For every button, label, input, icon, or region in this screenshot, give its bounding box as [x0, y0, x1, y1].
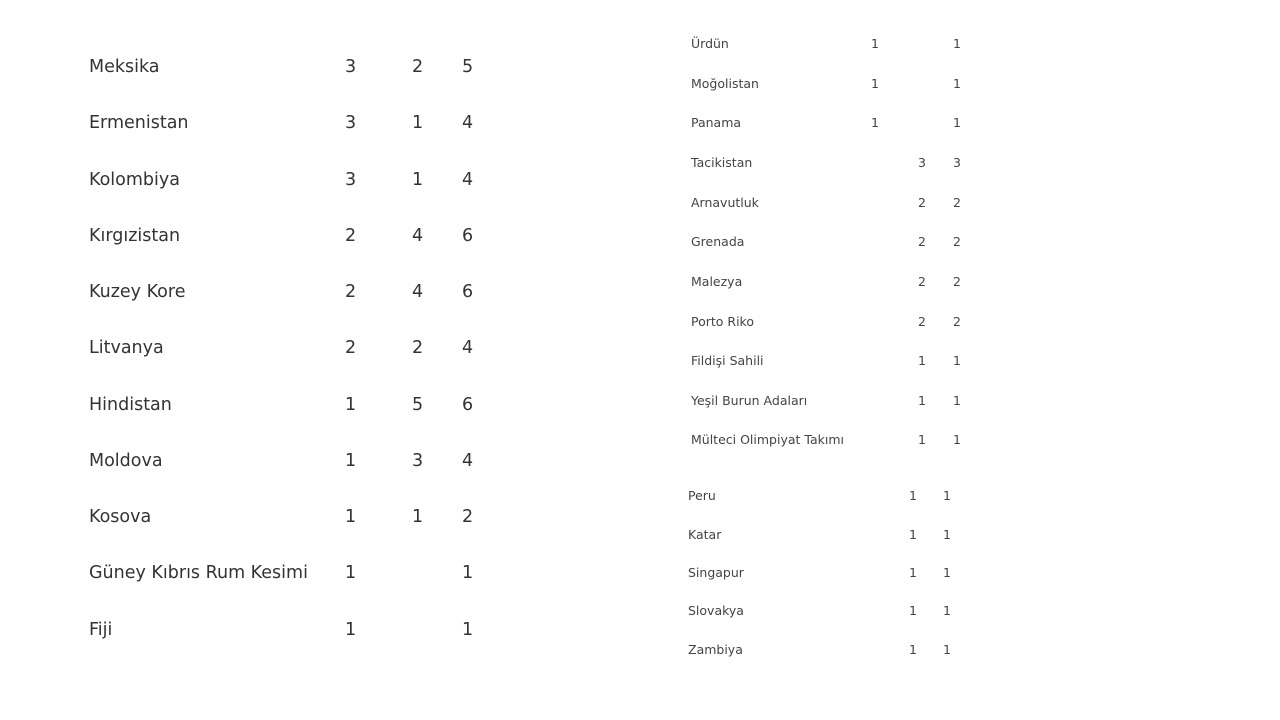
country-name: Moğolistan [691, 76, 759, 91]
country-name: Fildişi Sahili [691, 353, 764, 368]
total-count: 6 [462, 226, 474, 246]
silver-count: 1 [918, 353, 926, 368]
total-count: 1 [462, 563, 474, 583]
gold-count: 2 [345, 282, 357, 302]
silver-count: 1 [412, 507, 424, 527]
bronze-count: 1 [909, 642, 917, 657]
total-count: 2 [953, 234, 961, 249]
total-count: 1 [943, 565, 951, 580]
country-name: Meksika [89, 57, 160, 77]
silver-count: 2 [918, 195, 926, 210]
total-count: 4 [462, 113, 474, 133]
gold-count: 3 [345, 57, 357, 77]
country-name: Panama [691, 115, 742, 130]
country-name: Yeşil Burun Adaları [691, 393, 808, 408]
total-count: 2 [953, 314, 961, 329]
country-name: Hindistan [89, 395, 172, 415]
country-name: Kırgızistan [89, 226, 181, 246]
silver-count: 4 [412, 282, 424, 302]
gold-count: 1 [871, 115, 879, 130]
country-name: Grenada [691, 234, 745, 249]
silver-count: 2 [918, 234, 926, 249]
country-name: Kolombiya [89, 170, 180, 190]
silver-count: 2 [918, 314, 926, 329]
bronze-count: 1 [909, 603, 917, 618]
total-count: 3 [953, 155, 961, 170]
country-name: Fiji [89, 620, 113, 640]
gold-count: 1 [345, 395, 357, 415]
country-name: Ürdün [691, 36, 729, 51]
silver-count: 1 [412, 170, 424, 190]
country-name: Singapur [688, 565, 744, 580]
total-count: 4 [462, 338, 474, 358]
country-name: Ermenistan [89, 113, 189, 133]
silver-count: 4 [412, 226, 424, 246]
total-count: 5 [462, 57, 474, 77]
total-count: 1 [953, 393, 961, 408]
total-count: 6 [462, 395, 474, 415]
country-name: Güney Kıbrıs Rum Kesimi [89, 563, 308, 583]
gold-count: 1 [871, 36, 879, 51]
gold-count: 2 [345, 338, 357, 358]
total-count: 4 [462, 451, 474, 471]
total-count: 1 [462, 620, 474, 640]
silver-count: 1 [918, 393, 926, 408]
total-count: 4 [462, 170, 474, 190]
total-count: 1 [953, 36, 961, 51]
country-name: Moldova [89, 451, 163, 471]
silver-count: 2 [412, 338, 424, 358]
silver-count: 1 [412, 113, 424, 133]
gold-count: 1 [345, 563, 357, 583]
country-name: Arnavutluk [691, 195, 759, 210]
country-name: Kosova [89, 507, 152, 527]
gold-count: 1 [345, 620, 357, 640]
total-count: 2 [953, 195, 961, 210]
total-count: 2 [462, 507, 474, 527]
total-count: 1 [953, 353, 961, 368]
bronze-count: 1 [909, 488, 917, 503]
gold-count: 2 [345, 226, 357, 246]
silver-count: 2 [918, 274, 926, 289]
country-name: Katar [688, 527, 722, 542]
gold-count: 1 [345, 451, 357, 471]
gold-count: 1 [345, 507, 357, 527]
country-name: Kuzey Kore [89, 282, 186, 302]
total-count: 2 [953, 274, 961, 289]
total-count: 1 [953, 76, 961, 91]
silver-count: 1 [918, 432, 926, 447]
total-count: 1 [943, 488, 951, 503]
country-name: Tacikistan [691, 155, 753, 170]
bronze-count: 1 [909, 565, 917, 580]
total-count: 1 [943, 603, 951, 618]
country-name: Mülteci Olimpiyat Takımı [691, 432, 844, 447]
total-count: 1 [953, 115, 961, 130]
country-name: Litvanya [89, 338, 164, 358]
gold-count: 3 [345, 170, 357, 190]
silver-count: 3 [412, 451, 424, 471]
silver-count: 3 [918, 155, 926, 170]
country-name: Porto Riko [691, 314, 755, 329]
total-count: 1 [953, 432, 961, 447]
silver-count: 2 [412, 57, 424, 77]
bronze-count: 1 [909, 527, 917, 542]
country-name: Zambiya [688, 642, 743, 657]
country-name: Slovakya [688, 603, 744, 618]
gold-count: 3 [345, 113, 357, 133]
total-count: 1 [943, 642, 951, 657]
silver-count: 5 [412, 395, 424, 415]
country-name: Malezya [691, 274, 743, 289]
total-count: 1 [943, 527, 951, 542]
total-count: 6 [462, 282, 474, 302]
gold-count: 1 [871, 76, 879, 91]
country-name: Peru [688, 488, 716, 503]
